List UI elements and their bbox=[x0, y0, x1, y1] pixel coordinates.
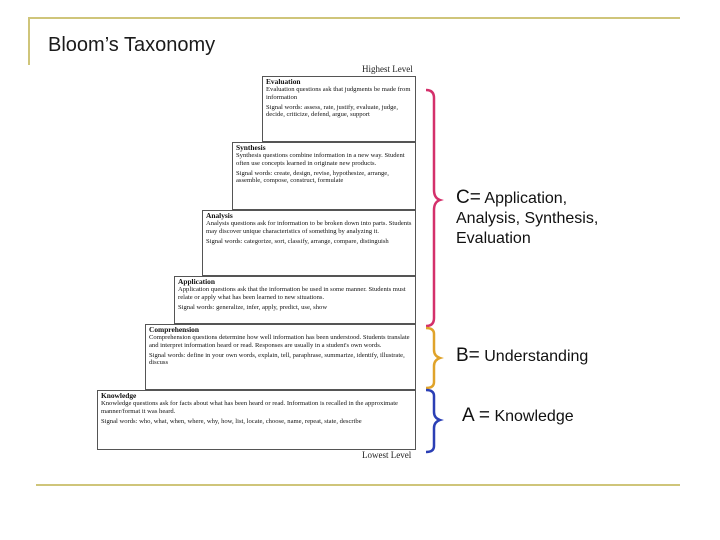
level-heading: Synthesis bbox=[236, 143, 266, 152]
level-heading: Comprehension bbox=[149, 325, 199, 334]
label-c bbox=[456, 186, 598, 248]
level-signal-words: Signal words: assess, rate, justify, evaluate, judge, decide, criticize, defend, argue, support bbox=[266, 104, 398, 119]
label-c-line3: Evaluation bbox=[456, 229, 531, 247]
label-a-text: Knowledge bbox=[494, 408, 574, 425]
brace-c bbox=[426, 90, 440, 326]
level-signal-words: Signal words: who, what, when, where, why, how, list, locate, choose, name, repeat, state, describe bbox=[101, 418, 362, 426]
label-b bbox=[456, 344, 588, 367]
label-b-text: Understanding bbox=[484, 348, 589, 365]
level-description: Application questions ask that the information be used in some manner. Students must relate or apply what has been learned to new situations. bbox=[178, 286, 406, 301]
level-signal-words: Signal words: generalize, infer, apply, predict, use, show bbox=[178, 304, 328, 312]
level-description: Comprehension questions determine how well information has been understood. Students translate and interpret information heard or read. Responses are usually in a student's own words. bbox=[149, 334, 410, 349]
level-description: Analysis questions ask for information to be broken down into parts. Students may discover unique characteristics of something by analyzing it. bbox=[206, 220, 412, 235]
level-heading: Knowledge bbox=[101, 391, 137, 400]
level-heading: Evaluation bbox=[266, 77, 301, 86]
brace-b bbox=[426, 328, 440, 388]
level-heading: Analysis bbox=[206, 211, 233, 220]
level-description: Synthesis questions combine information in a new way. Student often use concepts learned in originate new products. bbox=[236, 152, 405, 167]
label-a bbox=[462, 404, 574, 427]
label-c-line2: Analysis, Synthesis, bbox=[456, 210, 599, 228]
level-description: Knowledge questions ask for facts about what has been heard or read. Information is recalled in the approximate manner/format it was heard. bbox=[101, 400, 398, 415]
label-b-letter: B= bbox=[456, 345, 480, 366]
label-c-letter: C= bbox=[456, 187, 481, 208]
label-c-line1: Application, bbox=[484, 190, 568, 207]
highest-level-label: Highest Level bbox=[362, 64, 413, 74]
slide-title: Bloom’s Taxonomy bbox=[48, 34, 216, 56]
level-heading: Application bbox=[178, 277, 215, 286]
brace-a bbox=[426, 390, 440, 452]
level-description: Evaluation questions ask that judgments be made from information bbox=[266, 86, 411, 101]
level-signal-words: Signal words: define in your own words, explain, tell, paraphrase, summarize, identify, illustrate, discuss bbox=[149, 352, 405, 367]
level-signal-words: Signal words: categorize, sort, classify, arrange, compare, distinguish bbox=[206, 238, 389, 246]
lowest-level-label: Lowest Level bbox=[362, 450, 412, 460]
level-signal-words: Signal words: create, design, revise, hypothesize, arrange, assemble, compose, construct, formulate bbox=[236, 170, 389, 185]
label-a-letter: A = bbox=[462, 405, 490, 426]
